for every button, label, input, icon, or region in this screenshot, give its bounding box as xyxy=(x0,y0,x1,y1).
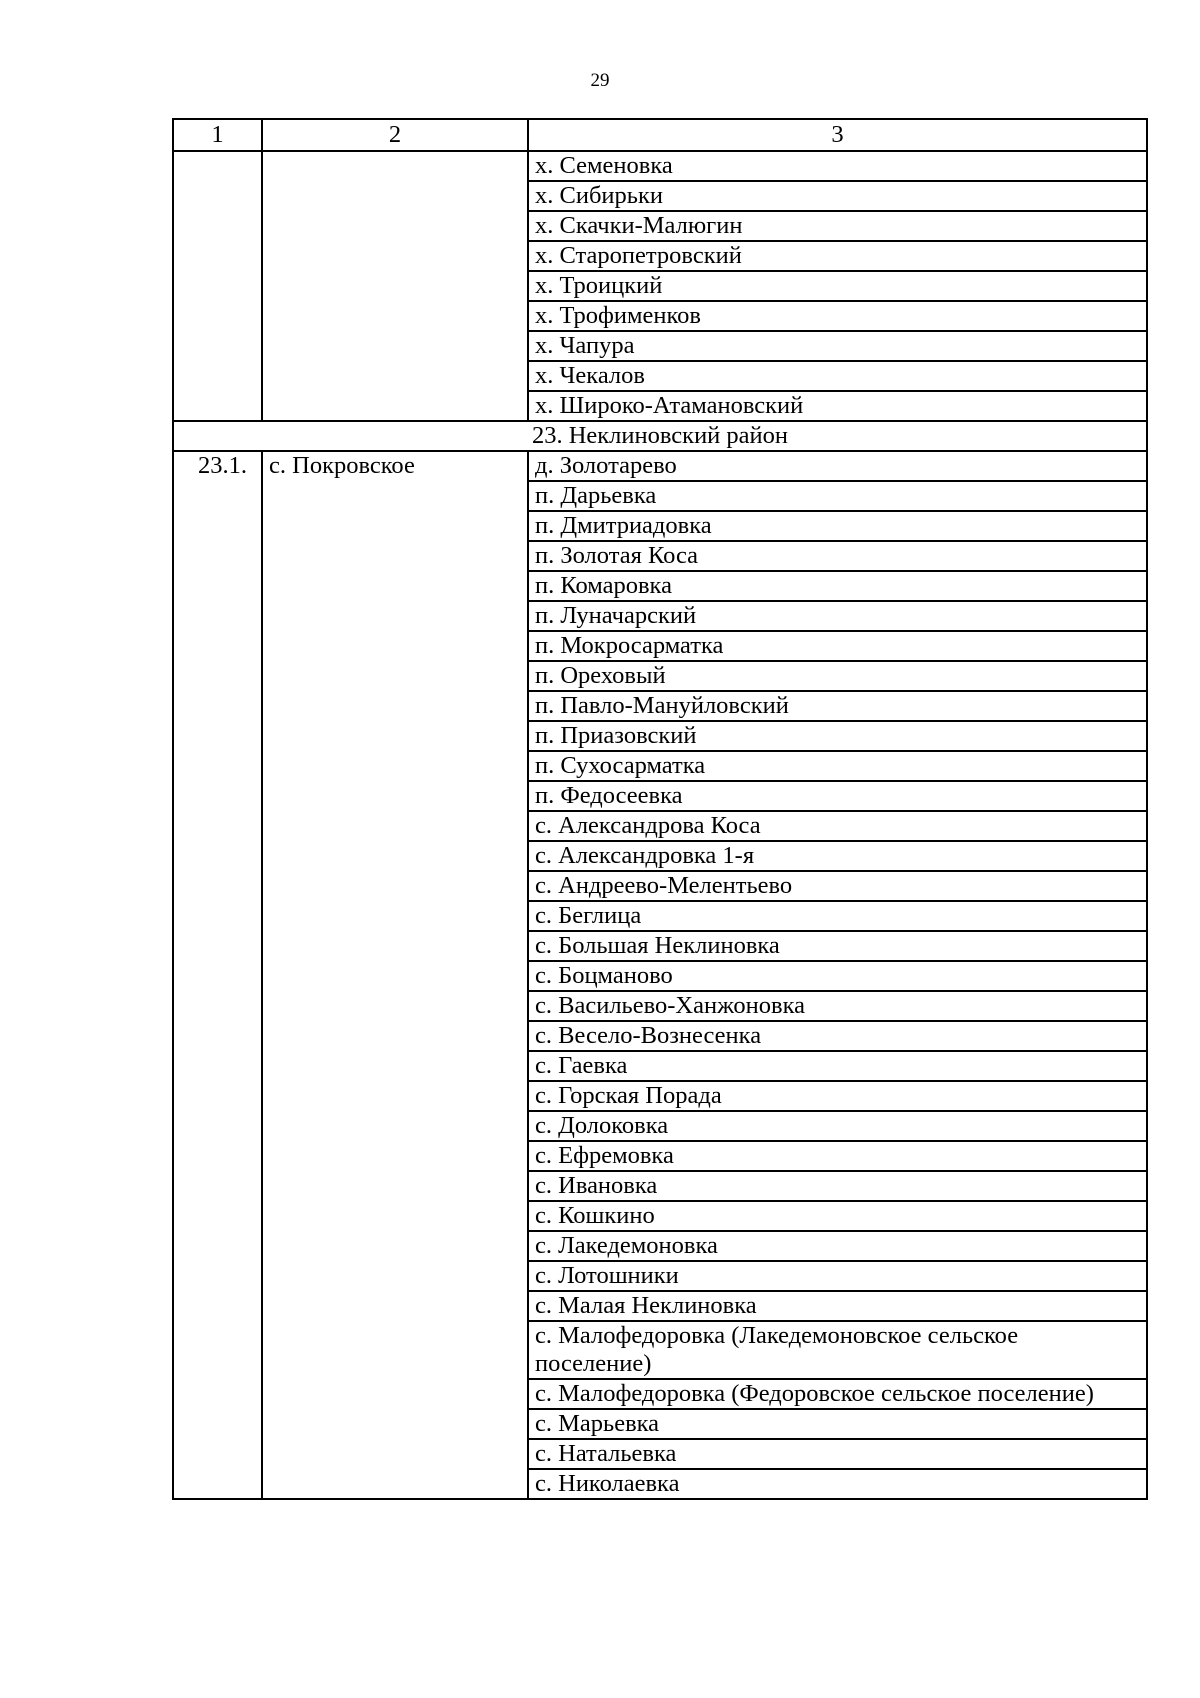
place-cell: п. Мокросарматка xyxy=(528,631,1147,661)
place-cell: х. Трофименков xyxy=(528,301,1147,331)
place-cell: х. Скачки-Малюгин xyxy=(528,211,1147,241)
place-cell: п. Федосеевка xyxy=(528,781,1147,811)
place-cell: с. Горская Порада xyxy=(528,1081,1147,1111)
table-row xyxy=(173,151,1147,181)
empty-settlement-cell xyxy=(262,151,528,421)
place-cell: п. Павло-Мануйловский xyxy=(528,691,1147,721)
district-row xyxy=(173,421,1147,451)
place-cell: с. Николаевка xyxy=(528,1469,1147,1499)
place-cell: с. Кошкино xyxy=(528,1201,1147,1231)
column-header-1: 1 xyxy=(173,119,262,151)
place-cell: с. Весело-Вознесенка xyxy=(528,1021,1147,1051)
place-cell: с. Васильево-Ханжоновка xyxy=(528,991,1147,1021)
district-title: 23. Неклиновский район xyxy=(173,421,1147,451)
place-cell: с. Долоковка xyxy=(528,1111,1147,1141)
place-cell: с. Малофедоровка (Федоровское сельское поселение) xyxy=(528,1379,1147,1409)
place-cell: с. Александрова Коса xyxy=(528,811,1147,841)
place-cell: п. Ореховый xyxy=(528,661,1147,691)
place-cell: х. Сибирьки xyxy=(528,181,1147,211)
place-cell: с. Боцманово xyxy=(528,961,1147,991)
place-cell: с. Александровка 1-я xyxy=(528,841,1147,871)
place-cell: с. Лакедемоновка xyxy=(528,1231,1147,1261)
settlement-name: с. Покровское xyxy=(262,451,528,1499)
place-cell: п. Сухосарматка xyxy=(528,751,1147,781)
table-row xyxy=(173,451,1147,481)
place-cell: с. Ефремовка xyxy=(528,1141,1147,1171)
place-cell: с. Андреево-Мелентьево xyxy=(528,871,1147,901)
column-header-3: 3 xyxy=(528,119,1147,151)
place-cell: х. Троицкий xyxy=(528,271,1147,301)
place-cell: п. Золотая Коса xyxy=(528,541,1147,571)
place-cell: с. Натальевка xyxy=(528,1439,1147,1469)
place-cell: д. Золотарево xyxy=(528,451,1147,481)
place-cell: х. Чапура xyxy=(528,331,1147,361)
place-cell: с. Гаевка xyxy=(528,1051,1147,1081)
empty-number-cell xyxy=(173,151,262,421)
page-number: 29 xyxy=(590,70,610,91)
place-cell: с. Ивановка xyxy=(528,1171,1147,1201)
place-cell: п. Дмитриадовка xyxy=(528,511,1147,541)
settlements-table xyxy=(172,118,1148,1500)
place-cell: х. Широко-Атамановский xyxy=(528,391,1147,421)
place-cell: с. Малая Неклиновка xyxy=(528,1291,1147,1321)
place-cell: п. Луначарский xyxy=(528,601,1147,631)
section-number: 23.1. xyxy=(173,451,262,1499)
place-cell: с. Лотошники xyxy=(528,1261,1147,1291)
place-cell: с. Марьевка xyxy=(528,1409,1147,1439)
place-cell: п. Дарьевка xyxy=(528,481,1147,511)
place-cell: х. Семеновка xyxy=(528,151,1147,181)
table-header-row xyxy=(173,119,1147,151)
place-cell: с. Большая Неклиновка xyxy=(528,931,1147,961)
place-cell: п. Комаровка xyxy=(528,571,1147,601)
place-cell: п. Приазовский xyxy=(528,721,1147,751)
place-cell: х. Чекалов xyxy=(528,361,1147,391)
place-cell: с. Беглица xyxy=(528,901,1147,931)
place-cell: х. Старопетровский xyxy=(528,241,1147,271)
column-header-2: 2 xyxy=(262,119,528,151)
place-cell: с. Малофедоровка (Лакедемоновское сельское поселение) xyxy=(528,1321,1147,1379)
